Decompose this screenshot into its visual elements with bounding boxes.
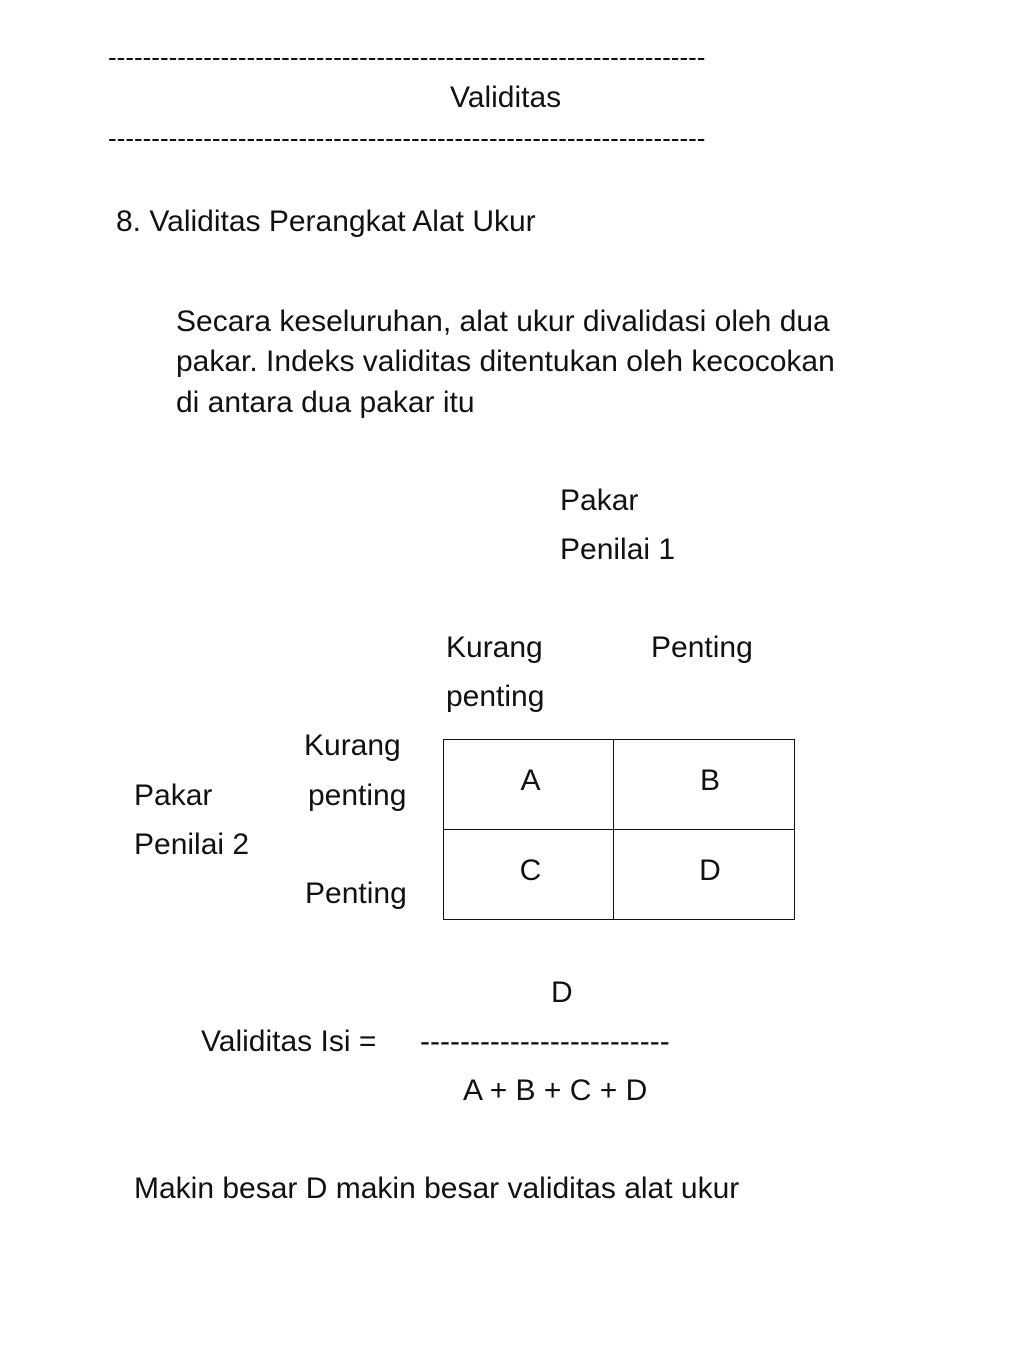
bottom-rule: --------------------------------------------------------------------- [108,123,706,153]
paragraph-line-2: pakar. Indeks validitas ditentukan oleh kecocokan [176,345,835,378]
matrix-cell-a: A [444,740,614,830]
rater-2-label-line-2: Penilai 2 [134,828,250,861]
row-header-2: Penting [305,877,407,910]
matrix-cell-c: C [444,830,614,920]
matrix-cell-d: D [699,854,721,888]
paragraph-line-3: di antara dua pakar itu [176,386,475,419]
matrix-cell-b: B [614,740,794,830]
column-header-1-line-1: Kurang [446,631,543,664]
formula-denominator: A + B + C + D [463,1074,648,1107]
formula-fraction-bar: ------------------------- [420,1025,670,1058]
column-header-1-line-2: penting [446,680,545,713]
page-title: Validitas [450,81,562,114]
rater-1-label-line-2: Penilai 1 [560,533,676,566]
column-header-2: Penting [651,631,753,664]
formula-label: Validitas Isi = [201,1025,377,1058]
rater-1-label-line-1: Pakar [560,484,639,517]
paragraph-line-1: Secara keseluruhan, alat ukur divalidasi oleh dua [176,305,830,338]
top-rule: --------------------------------------------------------------------- [108,42,706,72]
row-header-1-line-1: Kurang [304,729,401,762]
section-heading: 8. Validitas Perangkat Alat Ukur [116,205,536,238]
row-header-1-line-2: penting [308,779,407,812]
conclusion-text: Makin besar D makin besar validitas alat ukur [134,1172,740,1205]
formula-numerator: D [551,976,573,1009]
rater-2-label-line-1: Pakar [134,779,213,812]
agreement-matrix [443,739,795,920]
